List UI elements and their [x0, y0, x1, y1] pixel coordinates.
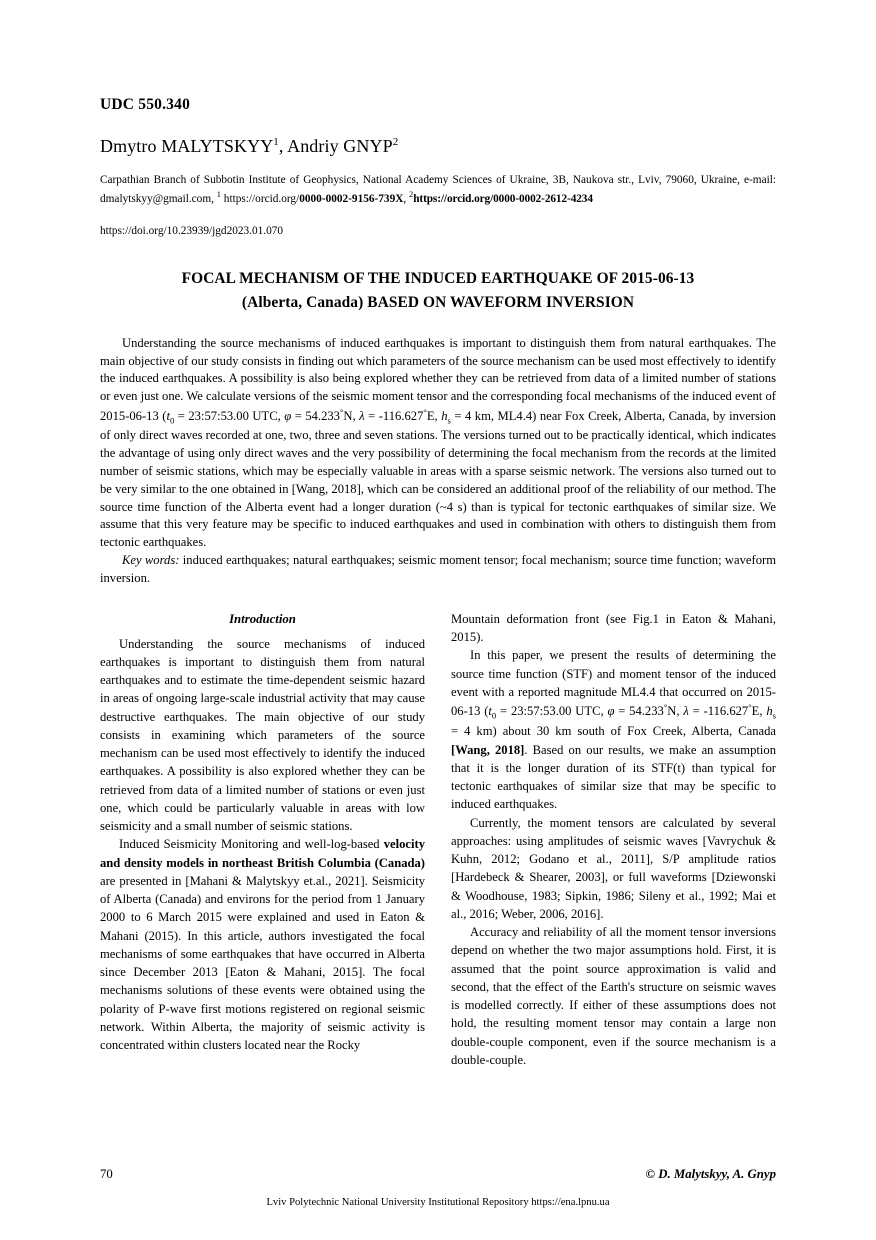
right-phi-value: = 54.233	[614, 704, 664, 719]
author-line	[100, 136, 776, 157]
page-number: 70	[100, 1167, 113, 1181]
phi-symbol: φ	[284, 409, 292, 424]
lambda-symbol: λ	[359, 409, 365, 424]
body-columns	[100, 610, 776, 1069]
lambda-hemisphere: E,	[426, 409, 442, 424]
affil-separator: ,	[403, 192, 410, 205]
right-degree-lon: °	[748, 702, 752, 713]
author-first-affil-marker: 1	[273, 136, 279, 148]
orcid-1-id[interactable]: 0000-0002-9156-739X	[299, 192, 404, 205]
affil-marker-2: 2	[409, 189, 414, 199]
title-line-1: FOCAL MECHANISM OF THE INDUCED EARTHQUAKE OF 2015-06-13	[181, 269, 695, 287]
right-t0-subscript: 0	[491, 710, 497, 721]
abstract-text-part-1: Understanding the source mechanisms of induced earthquakes is important to distinguish them from natural earthquakes. The main objective of our study consists in finding out which parameters of the source mechanism can be used most effectively to identify the induced earthquakes. A possibility is also being explored whether they can be retrieved from data of a limited number of stations or even just one. We calculate versions of the seismic moment tensor and the corresponding focal mechanisms of the induced event of 2015-06-13 (	[100, 335, 776, 424]
right-hs-subscript: s	[772, 710, 776, 721]
udc-code: UDC 550.340	[100, 96, 191, 113]
affiliation-line-1: Carpathian Branch of Subbotin Institute of Geophysics, National Academy Sciences of Ukraine, 3B, Naukova str., Lviv, 79060,	[100, 174, 697, 186]
right-p2-citation: [Wang, 2018]	[451, 742, 525, 757]
right-degree-lat: °	[663, 702, 668, 713]
affil-marker-1: 1	[216, 189, 221, 199]
right-phi-hemisphere: N,	[667, 704, 684, 719]
paragraph-left-2	[100, 835, 425, 1054]
abstract-text-part-2: = 4 km, ML4.4) near Fox Creek, Alberta, Canada, by inversion of only direct waves recorded at one, two, three and seven stations. The versions turned out to be practically identical, which indicates the advantage of using only direct waves and the very possibility of determining the focal mechanism from the records at the limited number of seismic stations, which may be especially valuable in areas with a sparse seismic network. The versions also turned out to be very similar to the one obtained in [Wang, 2018], which can be considered an additional proof of the reliability of our method. The source time function of the Alberta event had a longer duration (~4 s) than is typical for tectonic earthquakes of similar size. We assume that this very feature may be specific to induced earthquakes and used in combination with others to distinguish them from tectonic earthquakes.	[100, 409, 776, 550]
author-second: , Andriy GNYP	[278, 136, 393, 156]
paragraph-left-1: Understanding the source mechanisms of induced earthquakes is important to distinguish them from natural earthquakes and to estimate the time-dependent seismic hazard in areas of ongoing large-scale industrial activity that may cause destructive earthquakes. The main objective of our study consists in examining which parameters of the source mechanism can be used most effectively to identify the induced earthquakes. A possibility is also explored whether they can be retrieved from data of a limited number of stations or even just one, which could be particularly valuable in areas with low seismicity and a small number of seismic stations.	[100, 636, 425, 833]
left-p2-part-a: Induced Seismicity Monitoring and well-log-based	[119, 837, 384, 852]
phi-value: = 54.233	[291, 409, 340, 424]
affiliation-line-2: Ukraine, e-mail: dmalytskyy@gmail.com,	[100, 174, 776, 205]
keywords-label: Key words:	[122, 553, 180, 568]
keywords-text: induced earthquakes; natural earthquakes; seismic moment tensor; focal mechanism; source time function; waveform inversion.	[100, 553, 776, 586]
paragraph-right-2	[451, 646, 776, 813]
title-line-2: (Alberta, Canada) BASED ON WAVEFORM INVERSION	[241, 293, 635, 311]
right-p2-part-c: = 4 km) about 30 km south of Fox Creek, Alberta, Canada	[451, 724, 776, 739]
right-lambda-hemisphere: E,	[751, 704, 767, 719]
right-p2-part-a: In this paper, we present the results of determining the source time function (STF) and moment tensor of the induced event with a reported magnitude ML4.4 that occurred on 2015-06-13 (	[451, 648, 776, 719]
right-lambda-symbol: λ	[683, 704, 689, 719]
degree-sign-lat: °	[339, 407, 344, 418]
lambda-value: = -116.627	[364, 409, 424, 424]
t0-subscript: 0	[169, 415, 175, 426]
right-t0-symbol: t	[488, 704, 492, 719]
paragraph-right-4: Accuracy and reliability of all the moment tensor inversions depend on whether the two major assumptions hold. First, it is assumed that the point source approximation is valid and second, that the effect of the Earth's structure on seismic waves is modelled correctly. If either of these assumptions does not hold, the resulting moment tensor may contain a large non double-couple component, even if the source mechanism is a double-couple.	[451, 925, 776, 1067]
right-lambda-value: = -116.627	[688, 704, 749, 719]
right-p2-time: = 23:57:53.00 UTC,	[496, 704, 608, 719]
hs-symbol: h	[441, 409, 448, 424]
repository-notice: Lviv Polytechnic National University Institutional Repository https://ena.lpnu.ua	[266, 1197, 610, 1208]
orcid-2-link[interactable]: https://orcid.org/0000-0002-2612-4234	[413, 192, 593, 205]
section-heading-introduction: Introduction	[229, 611, 296, 626]
phi-hemisphere: N,	[343, 409, 360, 424]
author-first: Dmytro MALYTSKYY	[100, 136, 274, 156]
doi-link[interactable]: https://doi.org/10.23939/jgd2023.01.070	[100, 224, 284, 237]
left-p2-part-c: are presented in [Mahani & Malytskyy et.al., 2021]. Seismicity of Alberta (Canada) and environs for the period from 1 January 2000 to 6 March 2015 were explained and used in Eaton & Mahani (2015). In this article, authors investigated the focal mechanisms of some earthquakes that have occurred in Alberta since December 2013 [Eaton & Mahani, 2015]. The focal mechanisms solutions of these events were obtained using the polarity of P-wave first motions registered on regional seismic network. Within Alberta, the majority of seismic activity is concentrated within clusters located near the Rocky	[100, 873, 425, 1052]
author-second-affil-marker: 2	[392, 136, 399, 148]
orcid-1-prefix[interactable]: https://orcid.org/	[220, 192, 300, 205]
page-title	[100, 267, 776, 315]
affiliation-block	[100, 173, 776, 207]
page-footer	[100, 1167, 776, 1182]
paragraph-right-1: Mountain deformation front (see Fig.1 in Eaton & Mahani, 2015).	[451, 611, 776, 645]
copyright-notice: © D. Malytskyy, A. Gnyp	[645, 1167, 776, 1181]
hs-subscript: s	[447, 415, 451, 426]
column-right	[451, 610, 776, 1069]
left-p2-bold-1: velocity and density models	[100, 837, 425, 870]
paragraph-right-3: Currently, the moment tensors are calculated by several approaches: using amplitudes of seismic waves [Vavrychuk & Kuhn, 2012; Godano et al., 2011], S/P amplitude ratios [Hardebeck & Shearer, 2003], or full waveforms [Dziewonski & Woodhouse, 1983; Sipkin, 1986; Sileny et al., 1992; Mai et al., 2016; Weber, 2006, 2016].	[451, 815, 776, 921]
t0-symbol: t	[166, 409, 170, 424]
column-left	[100, 610, 425, 1069]
right-hs-symbol: h	[766, 704, 773, 719]
left-p2-bold-2: in northeast British Columbia (Canada)	[207, 855, 425, 870]
right-phi-symbol: φ	[607, 704, 615, 719]
abstract-paragraph	[100, 335, 776, 553]
abstract	[100, 335, 776, 553]
abstract-time: = 23:57:53.00 UTC,	[174, 409, 285, 424]
right-p2-part-d: . Based on our results, we make an assumption that it is the longer duration of its STF(t) than typical for tectonic earthquakes of similar size that may be specific to induced earthquakes.	[451, 742, 776, 812]
degree-sign-lon: °	[423, 407, 427, 418]
keywords	[100, 552, 776, 588]
